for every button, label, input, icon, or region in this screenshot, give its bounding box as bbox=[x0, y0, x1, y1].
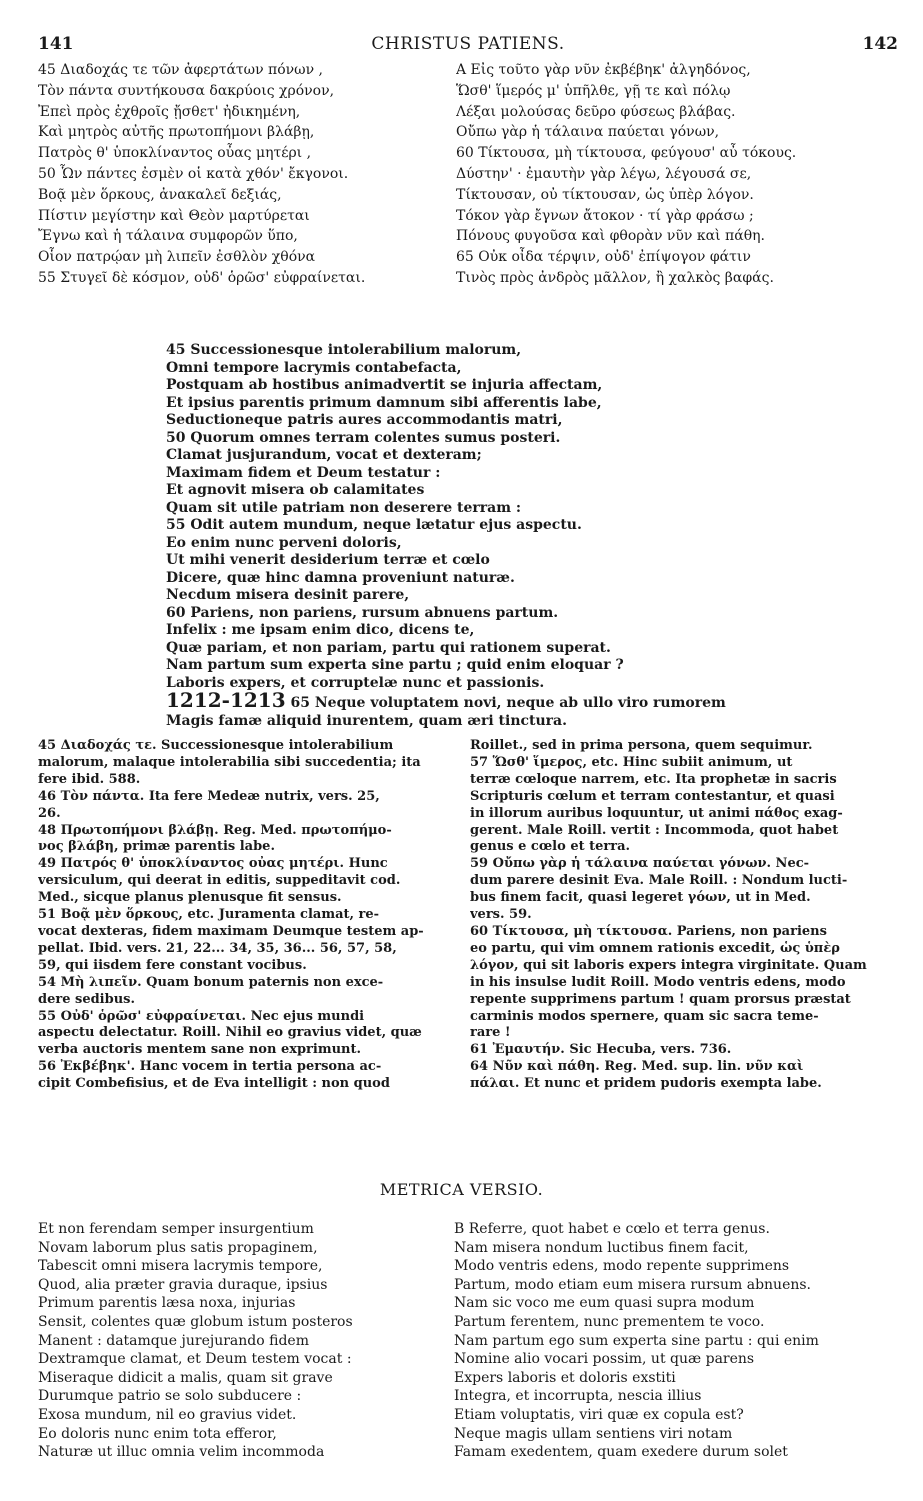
note-line: νος βλάβη, primæ parentis labe. bbox=[38, 839, 275, 855]
greek-verse-line: Τόκον γὰρ ἔγνων ἄτοκον · τί γὰρ φράσω ; bbox=[456, 207, 754, 224]
note-line: cipit Combefisius, et de Eva intelligit : non quod bbox=[38, 1076, 390, 1092]
note-line: carminis modos spernere, quam sic sacra teme- bbox=[470, 1008, 819, 1024]
latin-line: Et agnovit misera ob calamitates bbox=[166, 482, 425, 498]
metrica-verse-line: Naturæ ut illuc omnia velim incommoda bbox=[38, 1444, 325, 1461]
greek-verse-line: Ἐπεὶ πρὸς ἐχθροῖς ᾔσθετ' ἠδικημένη, bbox=[38, 103, 301, 120]
metrica-verse-line: Durumque patrio se solo subducere : bbox=[38, 1388, 302, 1405]
greek-verse-line: Ἔγνω καὶ ἡ τάλαινα συμφορῶν ὕπο, bbox=[38, 228, 298, 245]
greek-verse-line: Οὔπω γὰρ ἡ τάλαινα παύεται γόνων, bbox=[456, 124, 720, 141]
running-title: CHRISTUS PATIENS. bbox=[371, 34, 565, 54]
metrica-verse-line: Expers laboris et doloris exstiti bbox=[454, 1369, 676, 1386]
note-line: Scripturis cœlum et terram contestantur, et quasi bbox=[470, 788, 835, 804]
latin-line: Clamat jusjurandum, vocat et dexteram; bbox=[166, 447, 482, 463]
latin-line: 55 Odit autem mundum, neque lætatur ejus aspectu. bbox=[166, 517, 582, 533]
latin-line: Necdum misera desinit parere, bbox=[166, 587, 410, 603]
metrica-verse-line: Nam partum ego sum experta sine partu : qui enim bbox=[454, 1332, 819, 1349]
latin-line: Infelix : me ipsam enim dico, dicens te, bbox=[166, 622, 475, 638]
note-line: λόγον, qui sit laboris expers integra virginitate. Quam bbox=[470, 957, 867, 973]
greek-verse-line: Οἷον πατρῴαν μὴ λιπεῖν ἐσθλὸν χθόνα bbox=[38, 249, 316, 266]
greek-verse-line: 55 Στυγεῖ δὲ κόσμον, οὐδ' ὁρῶσ' εὐφραίνεται. bbox=[38, 269, 366, 286]
latin-line: 45 Successionesque intolerabilium malorum, bbox=[166, 342, 522, 358]
note-line: 48 Πρωτοπήμονι βλάβῃ. Reg. Med. πρωτοπήμο- bbox=[38, 822, 392, 838]
note-line: repente supprimens partum ! quam prorsus præstat bbox=[470, 991, 851, 1007]
note-line: 59 Οὔπω γὰρ ἡ τάλαινα παύεται γόνων. Nec- bbox=[470, 856, 810, 872]
note-line: malorum, malaque intolerabilia sibi succedentia; ita bbox=[38, 754, 421, 770]
page-number-left: 141 bbox=[38, 34, 74, 54]
metrica-verse-line: Et non ferendam semper insurgentium bbox=[38, 1221, 314, 1237]
greek-verse-line: Πόνους φυγοῦσα καὶ φθορὰν νῦν καὶ πάθη. bbox=[456, 228, 765, 245]
latin-line: 50 Quorum omnes terram colentes sumus posteri. bbox=[166, 429, 561, 446]
metrica-verse-line: Famam exedentem, quam exedere durum solet bbox=[454, 1444, 788, 1461]
note-line: 26. bbox=[38, 805, 61, 821]
metrica-verse-line: Nam sic voco me eum quasi supra modum bbox=[454, 1295, 755, 1312]
latin-line: Postquam ab hostibus animadvertit se injuria affectam, bbox=[166, 377, 603, 393]
note-line: 45 Διαδοχάς τε. Successionesque intolerabilium bbox=[38, 738, 394, 753]
metrica-verse-line: Sensit, colentes quæ globum istum posteros bbox=[38, 1313, 353, 1330]
greek-verse-line: Τίκτουσαν, οὐ τίκτουσαν, ὡς ὑπὲρ λόγον. bbox=[456, 186, 754, 203]
metrica-left-column bbox=[38, 1220, 438, 1462]
metrica-right-column bbox=[454, 1220, 894, 1462]
note-line: 55 Οὐδ' ὁρῶσ' εὐφραίνεται. Nec ejus mundi bbox=[38, 1008, 365, 1024]
note-line: versiculum, qui deerat in editis, suppeditavit cod. bbox=[38, 873, 401, 889]
note-line: dum parere desinit Eva. Male Roill. : Nondum lucti- bbox=[470, 873, 848, 889]
greek-text-left-column bbox=[38, 60, 450, 289]
greek-verse-line: Λέξαι μολούσας δεῦρο φύσεως βλάβας. bbox=[456, 103, 736, 120]
latin-line: Quam sit utile patriam non deserere terram : bbox=[166, 499, 522, 516]
latin-line: Omni tempore lacrymis contabefacta, bbox=[166, 359, 462, 376]
note-line: Med., sicque planus plenusque fit sensus. bbox=[38, 890, 342, 906]
note-line: 51 Βοᾷ μὲν ὅρκους, etc. Juramenta clamat, re- bbox=[38, 907, 380, 923]
latin-line: Magis famæ aliquid inurentem, quam æri tinctura. bbox=[166, 712, 567, 729]
note-line: terræ cœloque narrem, etc. Ita prophetæ in sacris bbox=[470, 771, 837, 787]
metrica-verse-line: Dextramque clamat, et Deum testem vocat : bbox=[38, 1351, 352, 1368]
note-line: 57 Ὥσθ' ἵμερος, etc. Hinc subiit animum, ut bbox=[470, 754, 793, 770]
metrica-verse-line: Etiam voluptatis, viri quæ ex copula est? bbox=[454, 1406, 744, 1423]
greek-verse-line: Ὥσθ' ἵμερός μ' ὑπῆλθε, γῇ τε καὶ πόλῳ bbox=[456, 82, 731, 99]
greek-verse-line: 50 Ὧν πάντες ἐσμὲν οἱ κατὰ χθόν' ἔκγονοι. bbox=[38, 165, 349, 182]
note-line: Roillet., sed in prima persona, quem sequimur. bbox=[470, 738, 813, 753]
note-line: bus finem facit, quasi legeret γόων, ut in Med. bbox=[470, 890, 811, 906]
greek-verse-line: 65 Οὐκ οἶδα τέρψιν, οὐδ' ἐπίψογον φάτιν bbox=[456, 249, 751, 266]
metrica-verse-line: B Referre, quot habet e cœlo et terra genus. bbox=[454, 1221, 770, 1237]
metrica-verse-line: Miseraque didicit a malis, quam sit grave bbox=[38, 1369, 333, 1386]
metrica-verse-line: Integra, et incorrupta, nescia illius bbox=[454, 1388, 702, 1405]
note-line: dere sedibus. bbox=[38, 991, 136, 1007]
metrica-verse-line: Nam misera nondum luctibus finem facit, bbox=[454, 1239, 749, 1256]
metrica-verse-line: Exosa mundum, nil eo gravius videt. bbox=[38, 1406, 297, 1423]
greek-verse-line: Καὶ μητρὸς αὐτῆς πρωτοπήμονι βλάβῃ, bbox=[38, 124, 315, 141]
latin-line: Ut mihi venerit desiderium terræ et cœlo bbox=[166, 552, 490, 568]
note-line: genus e cœlo et terra. bbox=[470, 839, 631, 855]
note-line: vers. 59. bbox=[470, 907, 532, 923]
note-line: 60 Τίκτουσα, μὴ τίκτουσα. Pariens, non pariens bbox=[470, 923, 827, 939]
note-line: gerent. Male Roill. vertit : Incommoda, quot habet bbox=[470, 822, 839, 838]
note-line: 56 Ἐκβέβηκ'. Hanc vocem in tertia persona ac- bbox=[38, 1059, 382, 1075]
latin-line: Maximam fidem et Deum testatur : bbox=[166, 464, 441, 481]
latin-line: 65 Neque voluptatem novi, neque ab ullo viro rumorem bbox=[290, 695, 726, 711]
metrica-verse-line: Novam laborum plus satis propaginem, bbox=[38, 1239, 318, 1256]
note-line: 49 Πατρός θ' ὑποκλίναντος οὖας μητέρι. Hunc bbox=[38, 856, 388, 872]
greek-verse-line: Τὸν πάντα συντήκουσα δακρύοις χρόνον, bbox=[38, 82, 335, 99]
latin-line: 60 Pariens, non pariens, rursum abnuens partum. bbox=[166, 604, 559, 621]
note-line: verba auctoris mentem sane non exprimunt. bbox=[38, 1042, 362, 1058]
metrica-verse-line: Neque magis ullam sentiens viri notam bbox=[454, 1425, 733, 1442]
note-line: 54 Μὴ λιπεῖν. Quam bonum paternis non exce- bbox=[38, 974, 384, 990]
notes-left-column bbox=[38, 738, 456, 1093]
note-line: pellat. Ibid. vers. 21, 22... 34, 35, 36... 56, 57, 58, bbox=[38, 940, 397, 956]
metrica-verse-line: Quod, alia præter gravia duraque, ipsius bbox=[38, 1276, 328, 1293]
metrica-verse-line: Partum ferentem, nunc prementem te voco. bbox=[454, 1313, 765, 1330]
note-line: rare ! bbox=[470, 1025, 511, 1041]
greek-verse-line: Πατρὸς θ' ὑποκλίναντος οὖας μητέρι , bbox=[38, 145, 312, 162]
column-number: 1212-1213 bbox=[166, 692, 286, 712]
greek-verse-line: Δύστην' · ἐμαυτὴν γὰρ λέγω, λέγουσά σε, bbox=[456, 165, 752, 182]
note-line: 59, qui iisdem fere constant vocibus. bbox=[38, 957, 307, 973]
latin-line: Seductioneque patris aures accommodantis matri, bbox=[166, 412, 563, 428]
metrica-verse-line: Tabescit omni misera lacrymis tempore, bbox=[38, 1258, 323, 1275]
greek-verse-line: Βοᾷ μὲν ὅρκους, ἀνακαλεῖ δεξιάς, bbox=[38, 186, 282, 203]
latin-line-with-column-number bbox=[166, 692, 806, 713]
note-line: in illorum auribus loquuntur, ut animi πάθος exag- bbox=[470, 805, 843, 821]
latin-line: Eo enim nunc perveni doloris, bbox=[166, 534, 402, 551]
greek-verse-line: Τινὸς πρὸς ἀνδρὸς μᾶλλον, ἢ χαλκὸς βαφάς. bbox=[456, 269, 774, 286]
latin-translation-block bbox=[166, 342, 806, 730]
latin-line: Nam partum sum experta sine partu ; quid enim eloquar ? bbox=[166, 657, 624, 673]
greek-verse-line: 60 Τίκτουσα, μὴ τίκτουσα, φεύγουσ' αὖ τόκους. bbox=[456, 145, 797, 162]
notes-right-column bbox=[470, 738, 895, 1093]
note-line: vocat dexteras, fidem maximam Deumque testem ap- bbox=[38, 923, 424, 939]
metrica-verse-line: Nomine alio vocari possim, ut quæ parens bbox=[454, 1351, 755, 1368]
greek-verse-line: Πίστιν μεγίστην καὶ Θεὸν μαρτύρεται bbox=[38, 207, 310, 224]
note-line: fere ibid. 588. bbox=[38, 771, 141, 787]
note-line: πάλαι. Et nunc et pridem pudoris exempta labe. bbox=[470, 1076, 822, 1092]
latin-line: Et ipsius parentis primum damnum sibi afferentis labe, bbox=[166, 394, 602, 411]
greek-verse-line: 45 Διαδοχάς τε τῶν ἀφερτάτων πόνων , bbox=[38, 62, 324, 78]
metrica-verse-line: Eo doloris nunc enim tota efferor, bbox=[38, 1425, 277, 1442]
latin-line: Laboris expers, et corruptelæ nunc et passionis. bbox=[166, 674, 545, 691]
metrica-verse-line: Manent : datamque jurejurando fidem bbox=[38, 1332, 309, 1349]
note-line: 64 Νῦν καὶ πάθη. Reg. Med. sup. lin. νῦν καὶ bbox=[470, 1059, 804, 1075]
greek-verse-line: A Εἰς τοῦτο γὰρ νῦν ἐκβέβηκ' ἀλγηδόνος, bbox=[456, 62, 751, 78]
metrica-verse-line: Partum, modo etiam eum misera rursum abnuens. bbox=[454, 1276, 811, 1293]
note-line: 46 Τὸν πάντα. Ita fere Medeæ nutrix, vers. 25, bbox=[38, 788, 380, 804]
page-header bbox=[38, 34, 898, 60]
greek-text-right-column bbox=[456, 60, 906, 289]
note-line: 61 Ἐμαυτήν. Sic Hecuba, vers. 736. bbox=[470, 1042, 732, 1058]
metrica-verse-line: Modo ventris edens, modo repente supprimens bbox=[454, 1258, 790, 1275]
note-line: eo partu, qui vim omnem rationis excedit, ὡς ὑπὲρ bbox=[470, 940, 840, 956]
note-line: in his insulse ludit Roill. Modo ventris edens, modo bbox=[470, 974, 846, 990]
metrica-versio-heading: METRICA VERSIO. bbox=[379, 1180, 544, 1199]
latin-line: Dicere, quæ hinc damna proveniunt naturæ. bbox=[166, 569, 515, 586]
page-number-right: 142 bbox=[862, 34, 898, 54]
metrica-verse-line: Primum parentis læsa noxa, injurias bbox=[38, 1295, 296, 1312]
latin-line: Quæ pariam, et non pariam, partu qui rationem superat. bbox=[166, 639, 611, 656]
note-line: aspectu delectatur. Roill. Nihil eo gravius videt, quæ bbox=[38, 1025, 422, 1041]
